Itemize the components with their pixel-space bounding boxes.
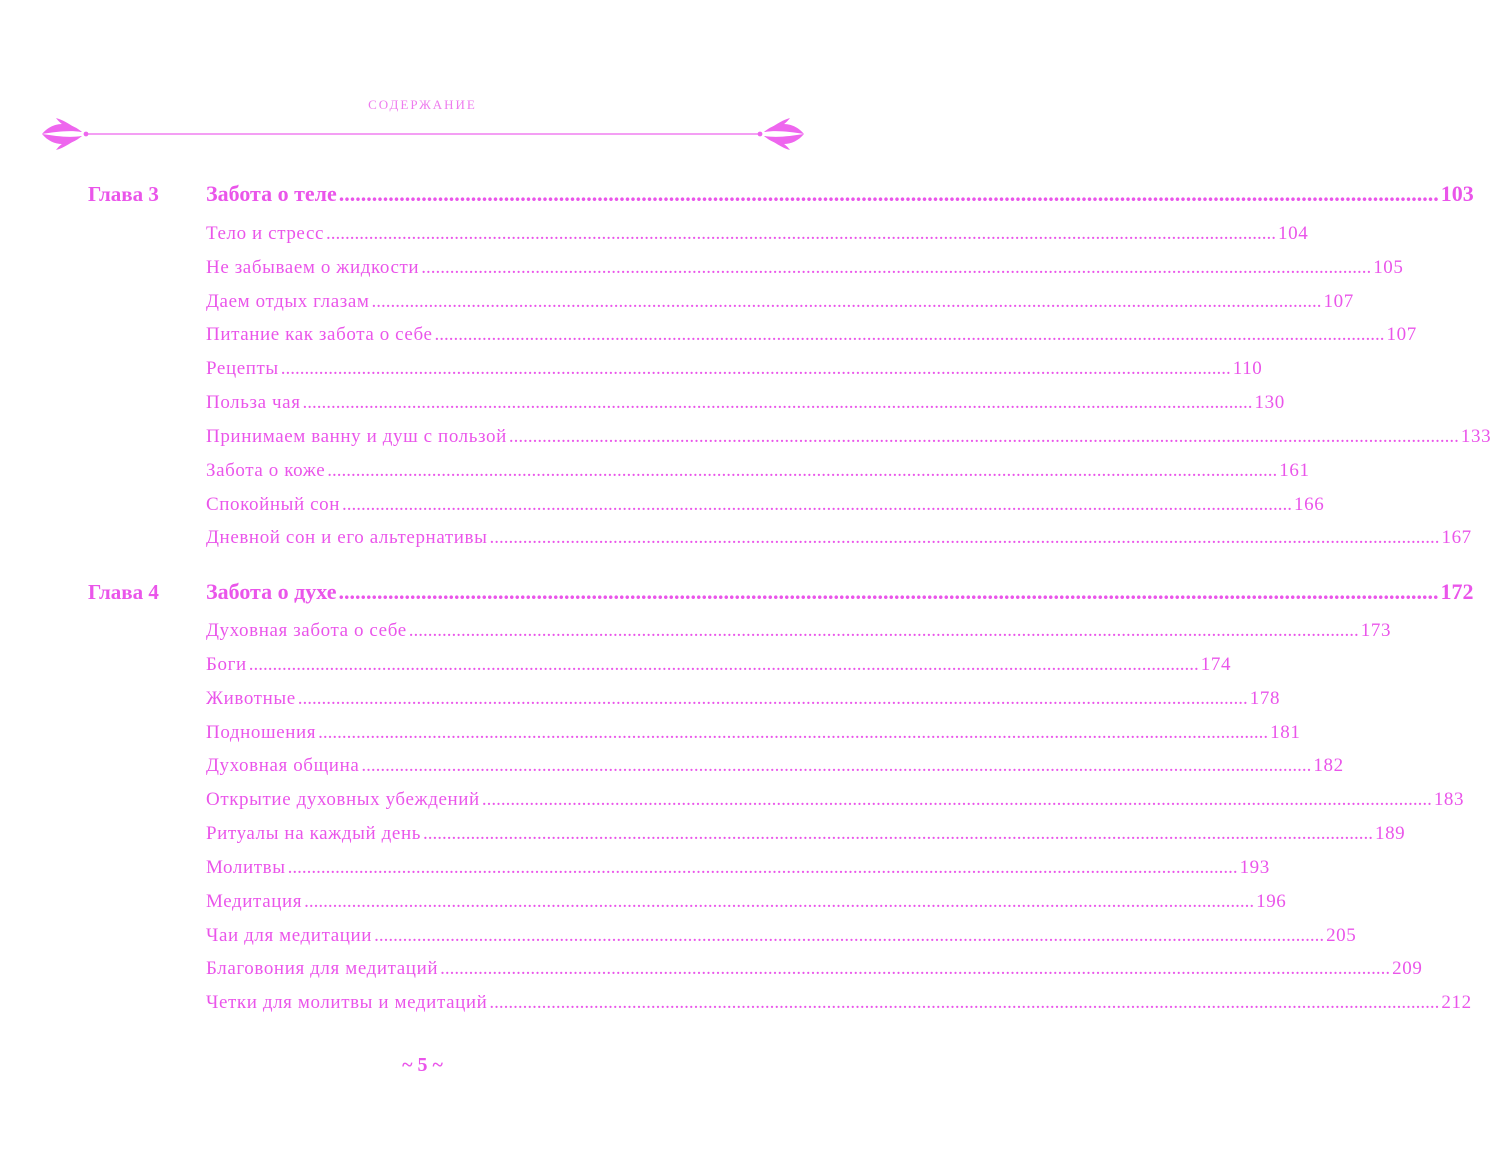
- leader-dots: ........................................................................................................................................................................................................: [421, 257, 1372, 278]
- entry-title: Медитация: [206, 891, 303, 912]
- right-dot-icon: [758, 132, 763, 137]
- entry-title: Подношения: [206, 722, 317, 743]
- toc-entry[interactable]: [206, 722, 1301, 744]
- entry-page: 110: [1232, 358, 1263, 379]
- entry-page: 105: [1373, 257, 1404, 278]
- entry-page: 130: [1254, 392, 1285, 413]
- entry-page: 212: [1441, 992, 1472, 1013]
- entry-title: Духовная община: [206, 755, 360, 776]
- decorative-divider: [38, 112, 808, 156]
- toc-entry[interactable]: [206, 324, 1417, 346]
- entry-page: 183: [1433, 789, 1465, 810]
- entry-page: 133: [1460, 426, 1491, 447]
- entry-title: Забота о коже: [206, 460, 326, 481]
- chapter-page: 172: [1440, 579, 1474, 604]
- entry-page: 193: [1239, 857, 1270, 878]
- leader-dots: ........................................................................................................................................................................................................: [422, 823, 1373, 844]
- toc-entry[interactable]: [206, 654, 1232, 676]
- leader-dots: ........................................................................................................................................................................................................: [508, 426, 1459, 447]
- toc-entry[interactable]: [206, 257, 1404, 279]
- chapter-title: Забота о теле: [206, 181, 337, 206]
- leader-dots: ........................................................................................................................................................................................................: [408, 620, 1359, 641]
- entry-title: Боги: [206, 654, 247, 675]
- leader-dots: ........................................................................................................................................................................................................: [489, 527, 1440, 548]
- entry-title: Рецепты: [206, 358, 279, 379]
- toc-entry[interactable]: [206, 358, 1263, 380]
- toc-entry[interactable]: [206, 925, 1357, 947]
- entry-title: Дневной сон и его альтернативы: [206, 527, 488, 548]
- entry-page: 161: [1279, 460, 1310, 481]
- chapter-label: Глава 4: [88, 580, 159, 604]
- entry-page: 174: [1200, 654, 1232, 675]
- chapter-title: Забота о духе: [206, 579, 337, 604]
- toc-entry[interactable]: [206, 688, 1281, 710]
- toc-entry[interactable]: [206, 460, 1310, 482]
- leader-dots: ........................................................................................................................................................................................................: [361, 755, 1312, 776]
- toc-entry[interactable]: [206, 223, 1309, 245]
- entry-title: Польза чая: [206, 392, 301, 413]
- entry-page: 196: [1256, 891, 1287, 912]
- toc-entry[interactable]: [206, 992, 1472, 1014]
- toc-entry[interactable]: [206, 494, 1325, 516]
- leader-dots: ........................................................................................................................................................................................................: [342, 494, 1293, 515]
- entry-title: Принимаем ванну и душ с пользой: [206, 426, 507, 447]
- entry-title: Чаи для медитации: [206, 925, 373, 946]
- entry-title: Открытие духовных убеждений: [206, 789, 480, 810]
- entry-title: Ритуалы на каждый день: [206, 823, 421, 844]
- entry-page: 104: [1278, 223, 1309, 244]
- entry-page: 189: [1374, 823, 1406, 844]
- toc-entry[interactable]: [206, 891, 1287, 913]
- running-header: СОДЕРЖАНИЕ: [368, 97, 477, 112]
- chapter-entry[interactable]: [206, 181, 1474, 207]
- leader-dots: ........................................................................................................................................................................................................: [434, 324, 1385, 345]
- chapter-page: 103: [1440, 181, 1474, 206]
- leader-dots: ........................................................................................................................................................................................................: [374, 925, 1325, 946]
- leader-dots: ........................................................................................................................................................................................................: [327, 460, 1278, 481]
- toc-entry[interactable]: [206, 527, 1472, 549]
- entry-page: 209: [1392, 958, 1423, 979]
- leader-dots: ........................................................................................................................................................................................................: [338, 579, 1439, 604]
- entry-page: 173: [1360, 620, 1392, 641]
- entry-title: Духовная забота о себе: [206, 620, 407, 641]
- entry-title: Молитвы: [206, 857, 286, 878]
- toc-entry[interactable]: [206, 823, 1406, 845]
- right-flourish-icon: [764, 118, 804, 150]
- toc-entry[interactable]: [206, 392, 1285, 414]
- leader-dots: ........................................................................................................................................................................................................: [287, 857, 1238, 878]
- toc-entry[interactable]: [206, 789, 1465, 811]
- entry-title: Не забываем о жидкости: [206, 257, 420, 278]
- left-dot-icon: [84, 132, 89, 137]
- toc-entry[interactable]: [206, 857, 1270, 879]
- entry-page: 107: [1386, 324, 1417, 345]
- left-flourish-icon: [42, 118, 82, 150]
- leader-dots: ........................................................................................................................................................................................................: [297, 688, 1248, 709]
- entry-page: 167: [1441, 527, 1472, 548]
- toc-entry[interactable]: [206, 755, 1344, 777]
- entry-title: Благовония для медитаций: [206, 958, 439, 979]
- chapter-label: Глава 3: [88, 182, 159, 206]
- entry-title: Даем отдых глазам: [206, 291, 370, 312]
- toc-entry[interactable]: [206, 958, 1423, 980]
- leader-dots: ........................................................................................................................................................................................................: [440, 958, 1391, 979]
- leader-dots: ........................................................................................................................................................................................................: [338, 181, 1439, 206]
- entry-page: 181: [1270, 722, 1301, 743]
- leader-dots: ........................................................................................................................................................................................................: [302, 392, 1253, 413]
- toc-entry[interactable]: [206, 291, 1354, 313]
- entry-title: Животные: [206, 688, 296, 709]
- entry-page: 182: [1313, 755, 1344, 776]
- leader-dots: ........................................................................................................................................................................................................: [280, 358, 1231, 379]
- leader-dots: ........................................................................................................................................................................................................: [326, 223, 1277, 244]
- entry-page: 178: [1249, 688, 1281, 709]
- leader-dots: ........................................................................................................................................................................................................: [371, 291, 1322, 312]
- page-number: ~ 5 ~: [402, 1054, 443, 1076]
- toc-entry[interactable]: [206, 620, 1392, 642]
- leader-dots: ........................................................................................................................................................................................................: [304, 891, 1255, 912]
- toc-entry[interactable]: [206, 426, 1491, 448]
- leader-dots: ........................................................................................................................................................................................................: [481, 789, 1432, 810]
- leader-dots: ........................................................................................................................................................................................................: [248, 654, 1199, 675]
- chapter-entry[interactable]: [206, 579, 1474, 605]
- entry-page: 107: [1323, 291, 1354, 312]
- leader-dots: ........................................................................................................................................................................................................: [489, 992, 1440, 1013]
- entry-page: 205: [1326, 925, 1357, 946]
- leader-dots: ........................................................................................................................................................................................................: [318, 722, 1269, 743]
- entry-title: Питание как забота о себе: [206, 324, 433, 345]
- entry-title: Четки для молитвы и медитаций: [206, 992, 488, 1013]
- entry-title: Тело и стресс: [206, 223, 325, 244]
- entry-title: Спокойный сон: [206, 494, 341, 515]
- entry-page: 166: [1294, 494, 1325, 515]
